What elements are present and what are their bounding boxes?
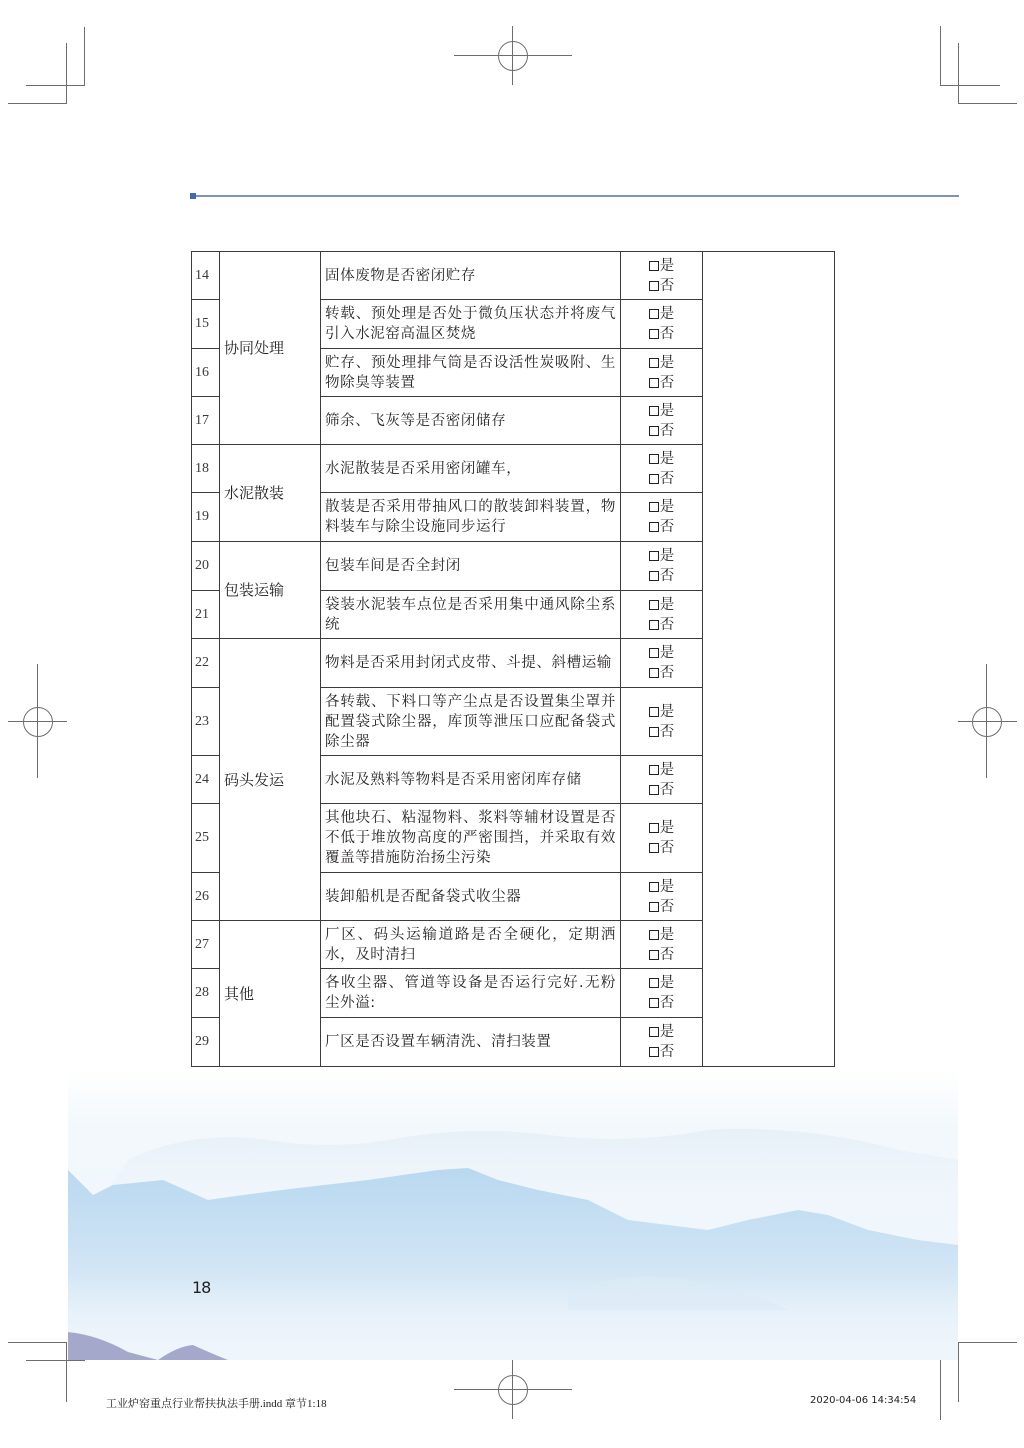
check-item: 物料是否采用封闭式皮带、斗提、斜槽运输: [321, 639, 621, 688]
crop-mark: [8, 1342, 67, 1343]
yes-no-options: [621, 397, 703, 445]
check-item: 固体废物是否密闭贮存: [321, 252, 621, 300]
checkbox-icon[interactable]: [649, 551, 659, 561]
option-no[interactable]: 否: [621, 276, 702, 296]
category-cell: 包装运输: [220, 542, 321, 639]
check-item: 水泥及熟料等物料是否采用密闭库存储: [321, 756, 621, 804]
option-yes[interactable]: 是: [621, 595, 702, 615]
crop-mark: [8, 103, 67, 104]
option-yes[interactable]: 是: [621, 546, 702, 566]
option-no[interactable]: 否: [621, 897, 702, 917]
yes-no-options: [621, 639, 703, 688]
yes-no-options: [621, 756, 703, 804]
yes-no-options: [621, 591, 703, 639]
checkbox-icon[interactable]: [649, 1027, 659, 1037]
check-item: 装卸船机是否配备袋式收尘器: [321, 873, 621, 921]
row-number: 25: [192, 804, 220, 873]
yes-no-options: [621, 969, 703, 1018]
remarks-cell[interactable]: [703, 252, 835, 1067]
crop-mark: [958, 43, 959, 104]
table-row: [192, 252, 835, 300]
crop-mark: [940, 26, 941, 86]
option-no[interactable]: 否: [621, 324, 702, 344]
checkbox-icon[interactable]: [649, 454, 659, 464]
row-number: 20: [192, 542, 220, 591]
option-no[interactable]: 否: [621, 421, 702, 441]
checkbox-icon[interactable]: [649, 1047, 659, 1057]
check-item: 各收尘器、管道等设备是否运行完好.无粉尘外溢:: [321, 969, 621, 1018]
checkbox-icon[interactable]: [649, 571, 659, 581]
option-yes[interactable]: 是: [621, 353, 702, 373]
option-yes[interactable]: 是: [621, 973, 702, 993]
checkbox-icon[interactable]: [649, 620, 659, 630]
crop-mark: [84, 27, 85, 86]
crop-mark: [940, 85, 1000, 86]
check-item: 筛余、飞灰等是否密闭储存: [321, 397, 621, 445]
checkbox-icon[interactable]: [649, 406, 659, 416]
check-item: 袋装水泥装车点位是否采用集中通风除尘系统: [321, 591, 621, 639]
check-item: 各转载、下料口等产尘点是否设置集尘罩并配置袋式除尘器，库顶等泄压口应配备袋式除尘器: [321, 688, 621, 756]
row-number: 21: [192, 591, 220, 639]
yes-no-options: [621, 349, 703, 397]
option-yes[interactable]: 是: [621, 643, 702, 663]
option-no[interactable]: 否: [621, 517, 702, 537]
checkbox-icon[interactable]: [649, 930, 659, 940]
option-yes[interactable]: 是: [621, 401, 702, 421]
yes-no-options: [621, 873, 703, 921]
category-cell: 其他: [220, 921, 321, 1067]
page-number: 18: [192, 1278, 211, 1297]
mountain-background: [68, 1070, 958, 1360]
checkbox-icon[interactable]: [649, 668, 659, 678]
category-cell: 码头发运: [220, 639, 321, 921]
header-rule: [193, 195, 959, 197]
check-item: 厂区、码头运输道路是否全硬化，定期洒水，及时清扫: [321, 921, 621, 969]
yes-no-options: [621, 445, 703, 493]
checkbox-icon[interactable]: [649, 727, 659, 737]
category-cell: 协同处理: [220, 252, 321, 445]
checkbox-icon[interactable]: [649, 502, 659, 512]
option-no[interactable]: 否: [621, 945, 702, 965]
option-no[interactable]: 否: [621, 615, 702, 635]
crop-mark: [26, 85, 85, 86]
row-number: 28: [192, 969, 220, 1018]
yes-no-options: [621, 542, 703, 591]
crop-mark: [958, 1342, 1017, 1343]
option-no[interactable]: 否: [621, 1042, 702, 1062]
slug-filename: 工业炉窑重点行业帮扶执法手册.indd 章节1:18: [106, 1398, 327, 1410]
check-item: 厂区是否设置车辆清洗、清扫装置: [321, 1018, 621, 1067]
header-square-ornament: [190, 193, 196, 199]
option-yes[interactable]: 是: [621, 497, 702, 517]
checkbox-icon[interactable]: [649, 329, 659, 339]
row-number: 27: [192, 921, 220, 969]
option-yes[interactable]: 是: [621, 877, 702, 897]
option-yes[interactable]: 是: [621, 818, 702, 838]
yes-no-options: [621, 921, 703, 969]
crop-mark: [958, 103, 1017, 104]
check-item: 其他块石、粘湿物料、浆料等辅材设置是否不低于堆放物高度的严密围挡，并采取有效覆盖等措施防治扬尘污染: [321, 804, 621, 873]
check-item: 包装车间是否全封闭: [321, 542, 621, 591]
option-no[interactable]: 否: [621, 838, 702, 858]
option-no[interactable]: 否: [621, 663, 702, 683]
option-yes[interactable]: 是: [621, 304, 702, 324]
yes-no-options: [621, 688, 703, 756]
yes-no-options: [621, 493, 703, 542]
option-yes[interactable]: 是: [621, 702, 702, 722]
option-no[interactable]: 否: [621, 373, 702, 393]
checkbox-icon[interactable]: [649, 950, 659, 960]
option-no[interactable]: 否: [621, 780, 702, 800]
checkbox-icon[interactable]: [649, 358, 659, 368]
slug-datetime: 2020-04-06 14:34:54: [810, 1395, 917, 1406]
registration-mark: [498, 1375, 528, 1405]
checkbox-icon[interactable]: [649, 378, 659, 388]
checkbox-icon[interactable]: [649, 823, 659, 833]
yes-no-options: [621, 252, 703, 300]
row-number: 29: [192, 1018, 220, 1067]
crop-mark: [958, 1343, 959, 1402]
registration-mark: [498, 41, 528, 71]
row-number: 23: [192, 688, 220, 756]
inspection-checklist-table: [191, 251, 835, 1067]
checkbox-icon[interactable]: [649, 707, 659, 717]
yes-no-options: [621, 300, 703, 349]
row-number: 16: [192, 349, 220, 397]
checkbox-icon[interactable]: [649, 843, 659, 853]
option-no[interactable]: 否: [621, 469, 702, 489]
mountain-illustration: [68, 1070, 958, 1360]
registration-mark: [23, 707, 53, 737]
checkbox-icon[interactable]: [649, 522, 659, 532]
crop-mark: [940, 1360, 941, 1420]
row-number: 15: [192, 300, 220, 349]
crop-mark: [66, 43, 67, 104]
checkbox-icon[interactable]: [649, 882, 659, 892]
row-number: 19: [192, 493, 220, 542]
option-yes[interactable]: 是: [621, 760, 702, 780]
option-yes[interactable]: 是: [621, 449, 702, 469]
category-cell: 水泥散装: [220, 445, 321, 542]
check-item: 散装是否采用带抽风口的散装卸料装置，物料装车与除尘设施同步运行: [321, 493, 621, 542]
check-item: 水泥散装是否采用密闭罐车，: [321, 445, 621, 493]
option-no[interactable]: 否: [621, 722, 702, 742]
checkbox-icon[interactable]: [649, 785, 659, 795]
yes-no-options: [621, 804, 703, 873]
checkbox-icon[interactable]: [649, 261, 659, 271]
checkbox-icon[interactable]: [649, 902, 659, 912]
checkbox-icon[interactable]: [649, 474, 659, 484]
checkbox-icon[interactable]: [649, 648, 659, 658]
option-no[interactable]: 否: [621, 566, 702, 586]
checkbox-icon[interactable]: [649, 426, 659, 436]
crop-mark: [26, 1360, 85, 1361]
checkbox-icon[interactable]: [649, 978, 659, 988]
crop-mark: [66, 1343, 67, 1402]
option-yes[interactable]: 是: [621, 256, 702, 276]
yes-no-options: [621, 1018, 703, 1067]
option-no[interactable]: 否: [621, 993, 702, 1013]
row-number: 17: [192, 397, 220, 445]
option-yes[interactable]: 是: [621, 925, 702, 945]
row-number: 22: [192, 639, 220, 688]
checkbox-icon[interactable]: [649, 998, 659, 1008]
checkbox-icon[interactable]: [649, 309, 659, 319]
row-number: 26: [192, 873, 220, 921]
check-item: 贮存、预处理排气筒是否设活性炭吸附、生物除臭等装置: [321, 349, 621, 397]
row-number: 18: [192, 445, 220, 493]
checkbox-icon[interactable]: [649, 281, 659, 291]
check-item: 转载、预处理是否处于微负压状态并将废气引入水泥窑高温区焚烧: [321, 300, 621, 349]
row-number: 24: [192, 756, 220, 804]
registration-mark: [972, 707, 1002, 737]
checkbox-icon[interactable]: [649, 765, 659, 775]
option-yes[interactable]: 是: [621, 1022, 702, 1042]
checkbox-icon[interactable]: [649, 600, 659, 610]
row-number: 14: [192, 252, 220, 300]
